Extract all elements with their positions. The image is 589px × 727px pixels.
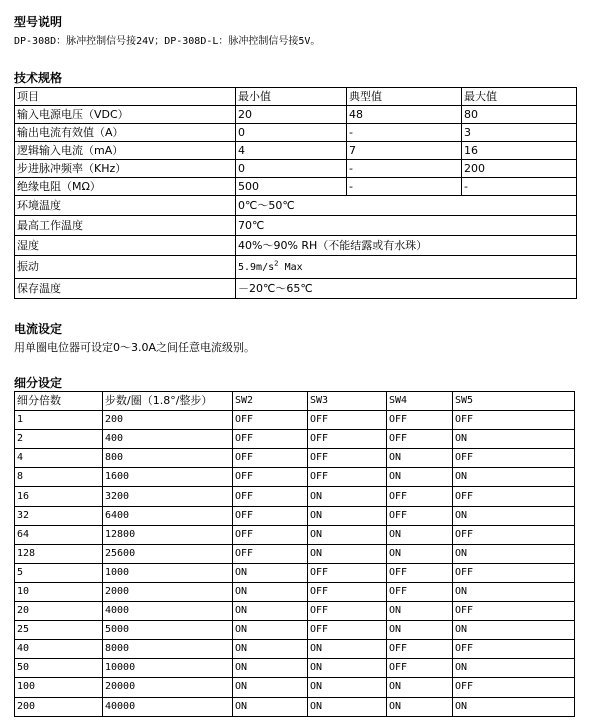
spec-value-cell: 40%～90% RH（不能结露或有水珠）: [236, 236, 577, 256]
spec-cell: 绝缘电阻（MΩ）: [15, 178, 236, 196]
model-heading: 型号说明: [14, 15, 63, 29]
spec-row: [15, 160, 577, 178]
micro-cell: OFF: [453, 525, 575, 544]
micro-cell: ON: [453, 544, 575, 563]
spec-header-cell: 最小值: [236, 88, 347, 106]
micro-cell: 8000: [103, 640, 233, 659]
spec-label-cell: 最高工作温度: [15, 216, 236, 236]
micro-cell: OFF: [453, 449, 575, 468]
micro-cell: OFF: [233, 525, 308, 544]
micro-cell: 4000: [103, 602, 233, 621]
micro-cell: OFF: [308, 449, 387, 468]
micro-cell: 64: [15, 525, 103, 544]
micro-header-cell: SW3: [308, 392, 387, 411]
micro-cell: OFF: [453, 640, 575, 659]
micro-cell: ON: [387, 468, 453, 487]
micro-header-cell: SW2: [233, 392, 308, 411]
micro-cell: OFF: [233, 544, 308, 563]
micro-cell: ON: [233, 582, 308, 601]
spec-row: [15, 142, 577, 160]
micro-cell: 800: [103, 449, 233, 468]
spec-cell: 500: [236, 178, 347, 196]
micro-cell: ON: [308, 659, 387, 678]
micro-cell: 25: [15, 621, 103, 640]
micro-row: [15, 525, 575, 544]
micro-row: [15, 430, 575, 449]
spec-value-cell: －20℃～65℃: [236, 279, 577, 299]
micro-cell: OFF: [453, 602, 575, 621]
micro-cell: 5: [15, 563, 103, 582]
micro-cell: 2: [15, 430, 103, 449]
micro-cell: ON: [233, 563, 308, 582]
micro-cell: 6400: [103, 506, 233, 525]
micro-cell: OFF: [453, 678, 575, 697]
micro-cell: OFF: [308, 468, 387, 487]
spec-cell: 7: [347, 142, 462, 160]
micro-cell: OFF: [308, 430, 387, 449]
micro-cell: 32: [15, 506, 103, 525]
micro-cell: 128: [15, 544, 103, 563]
spec-cell: 48: [347, 106, 462, 124]
spec-cell: 80: [462, 106, 577, 124]
micro-row: [15, 602, 575, 621]
micro-cell: 12800: [103, 525, 233, 544]
spec-row: [15, 236, 577, 256]
micro-row: [15, 487, 575, 506]
micro-cell: ON: [453, 506, 575, 525]
vibration-value: 5.9m/s: [238, 261, 275, 273]
micro-cell: 50: [15, 659, 103, 678]
micro-heading: 细分设定: [14, 376, 63, 390]
micro-cell: ON: [453, 659, 575, 678]
micro-cell: ON: [308, 697, 387, 716]
micro-row: [15, 659, 575, 678]
micro-cell: OFF: [387, 659, 453, 678]
spec-cell: -: [347, 178, 462, 196]
micro-cell: OFF: [387, 506, 453, 525]
micro-cell: OFF: [387, 487, 453, 506]
spec-header-cell: 项目: [15, 88, 236, 106]
micro-row: [15, 468, 575, 487]
micro-cell: ON: [308, 544, 387, 563]
micro-cell: OFF: [387, 582, 453, 601]
micro-cell: ON: [308, 525, 387, 544]
micro-cell: 1: [15, 411, 103, 430]
micro-cell: ON: [453, 582, 575, 601]
micro-row: [15, 506, 575, 525]
spec-cell: 逻辑输入电流（mA）: [15, 142, 236, 160]
micro-cell: 1600: [103, 468, 233, 487]
spec-header-cell: 最大值: [462, 88, 577, 106]
spec-cell: 20: [236, 106, 347, 124]
spec-cell: -: [347, 124, 462, 142]
vibration-exponent: 2: [274, 258, 279, 267]
micro-cell: OFF: [233, 506, 308, 525]
micro-cell: 4: [15, 449, 103, 468]
spec-cell: 输入电源电压（VDC）: [15, 106, 236, 124]
model-description: DP-308D：脉冲控制信号接24V；DP-308D-L：脉冲控制信号接5V。: [14, 36, 321, 47]
micro-cell: ON: [387, 697, 453, 716]
micro-cell: ON: [387, 525, 453, 544]
micro-cell: ON: [387, 621, 453, 640]
micro-cell: 25600: [103, 544, 233, 563]
spec-row: [15, 279, 577, 299]
micro-cell: 400: [103, 430, 233, 449]
micro-cell: ON: [233, 621, 308, 640]
micro-cell: ON: [453, 697, 575, 716]
micro-cell: OFF: [233, 430, 308, 449]
spec-row: [15, 106, 577, 124]
spec-label-cell: 湿度: [15, 236, 236, 256]
vibration-unit: Max: [278, 261, 303, 273]
spec-label-cell: 振动: [15, 256, 236, 279]
micro-row: [15, 640, 575, 659]
spec-header-cell: 典型值: [347, 88, 462, 106]
micro-row: [15, 621, 575, 640]
micro-cell: 200: [15, 697, 103, 716]
micro-cell: OFF: [233, 487, 308, 506]
spec-header-row: [15, 88, 577, 106]
micro-cell: 10: [15, 582, 103, 601]
microstep-table: [14, 391, 575, 717]
spec-cell: 200: [462, 160, 577, 178]
micro-cell: OFF: [387, 411, 453, 430]
micro-cell: OFF: [308, 582, 387, 601]
micro-header-cell: 细分倍数: [15, 392, 103, 411]
spec-cell: -: [347, 160, 462, 178]
micro-header-row: [15, 392, 575, 411]
micro-cell: 200: [103, 411, 233, 430]
micro-cell: 2000: [103, 582, 233, 601]
micro-cell: OFF: [308, 411, 387, 430]
micro-cell: OFF: [453, 487, 575, 506]
micro-cell: 16: [15, 487, 103, 506]
micro-cell: OFF: [387, 640, 453, 659]
micro-cell: 1000: [103, 563, 233, 582]
current-heading: 电流设定: [14, 322, 63, 336]
micro-cell: OFF: [233, 468, 308, 487]
micro-row: [15, 582, 575, 601]
micro-cell: 40000: [103, 697, 233, 716]
spec-value-cell: 70℃: [236, 216, 577, 236]
micro-header-cell: SW5: [453, 392, 575, 411]
micro-cell: ON: [453, 430, 575, 449]
micro-cell: OFF: [387, 430, 453, 449]
micro-row: [15, 411, 575, 430]
micro-row: [15, 449, 575, 468]
micro-cell: OFF: [233, 411, 308, 430]
spec-value-cell: 0℃～50℃: [236, 196, 577, 216]
spec-cell: 0: [236, 160, 347, 178]
spec-row: [15, 124, 577, 142]
micro-cell: ON: [387, 678, 453, 697]
micro-cell: ON: [308, 487, 387, 506]
spec-cell: 0: [236, 124, 347, 142]
micro-cell: ON: [453, 468, 575, 487]
micro-cell: OFF: [387, 563, 453, 582]
micro-cell: ON: [453, 621, 575, 640]
spec-cell: 4: [236, 142, 347, 160]
spec-cell: -: [462, 178, 577, 196]
micro-cell: 5000: [103, 621, 233, 640]
micro-cell: ON: [233, 678, 308, 697]
micro-cell: OFF: [453, 563, 575, 582]
spec-row: [15, 178, 577, 196]
micro-cell: 10000: [103, 659, 233, 678]
spec-label-cell: 环境温度: [15, 196, 236, 216]
micro-header-cell: SW4: [387, 392, 453, 411]
spec-row: [15, 256, 577, 279]
micro-cell: OFF: [308, 563, 387, 582]
micro-header-cell: 步数/圈（1.8°/整步）: [103, 392, 233, 411]
micro-cell: ON: [233, 659, 308, 678]
spec-value-cell: [236, 256, 577, 279]
micro-cell: 100: [15, 678, 103, 697]
spec-cell: 输出电流有效值（A）: [15, 124, 236, 142]
micro-cell: ON: [387, 602, 453, 621]
spec-heading: 技术规格: [14, 71, 63, 85]
micro-cell: 3200: [103, 487, 233, 506]
micro-row: [15, 697, 575, 716]
micro-cell: ON: [233, 602, 308, 621]
micro-cell: ON: [308, 506, 387, 525]
micro-cell: ON: [387, 449, 453, 468]
micro-row: [15, 544, 575, 563]
micro-cell: OFF: [233, 449, 308, 468]
micro-cell: 20000: [103, 678, 233, 697]
micro-cell: ON: [308, 678, 387, 697]
spec-cell: 16: [462, 142, 577, 160]
micro-cell: ON: [308, 640, 387, 659]
spec-row: [15, 196, 577, 216]
spec-label-cell: 保存温度: [15, 279, 236, 299]
micro-cell: 20: [15, 602, 103, 621]
micro-cell: ON: [233, 640, 308, 659]
micro-cell: ON: [233, 697, 308, 716]
micro-cell: 40: [15, 640, 103, 659]
micro-cell: 8: [15, 468, 103, 487]
micro-cell: OFF: [308, 621, 387, 640]
current-description: 用单圈电位器可设定0～3.0A之间任意电流级别。: [14, 341, 256, 354]
micro-cell: ON: [387, 544, 453, 563]
micro-cell: OFF: [453, 411, 575, 430]
spec-table: [14, 87, 577, 299]
spec-row: [15, 216, 577, 236]
micro-row: [15, 563, 575, 582]
micro-row: [15, 678, 575, 697]
micro-cell: OFF: [308, 602, 387, 621]
spec-cell: 3: [462, 124, 577, 142]
spec-cell: 步进脉冲频率（KHz）: [15, 160, 236, 178]
